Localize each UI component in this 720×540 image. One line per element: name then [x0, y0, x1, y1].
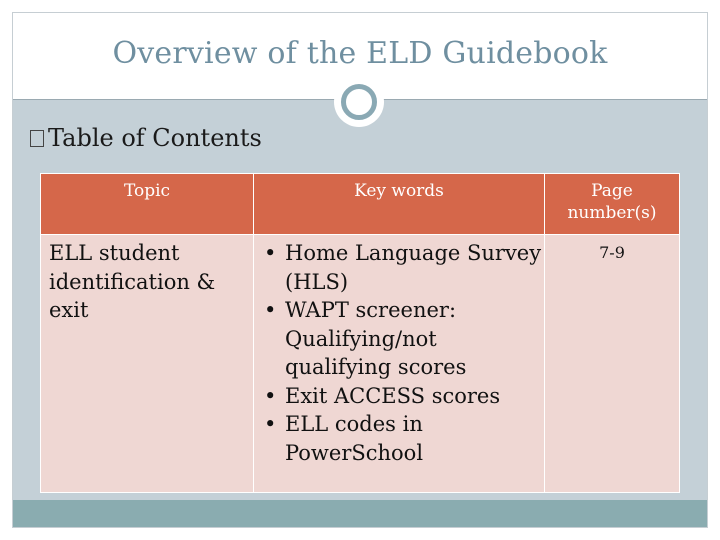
list-item: • WAPT screener: Qualifying/not qualifying scores — [254, 296, 544, 382]
table-row — [41, 235, 680, 493]
cell-page: 7-9 — [545, 235, 680, 493]
slide-title: Overview of the ELD Guidebook — [112, 36, 608, 71]
square-bullet-icon — [30, 130, 44, 147]
circle-ornament-icon — [334, 77, 384, 127]
section-heading — [30, 124, 262, 152]
list-item: • ELL codes in PowerSchool — [254, 410, 544, 467]
list-item: • Home Language Survey (HLS) — [254, 239, 544, 296]
keyword-list — [254, 235, 544, 467]
table-of-contents — [40, 173, 680, 493]
header-keywords: Key words — [254, 174, 545, 235]
cell-keywords — [254, 235, 545, 493]
section-heading-text: Table of Contents — [48, 124, 262, 152]
header-page: Page number(s) — [545, 174, 680, 235]
table-header-row — [41, 174, 680, 235]
list-item: • Exit ACCESS scores — [254, 382, 544, 411]
cell-topic: ELL student identification & exit — [41, 235, 254, 493]
footer-bar — [13, 500, 707, 527]
header-topic: Topic — [41, 174, 254, 235]
